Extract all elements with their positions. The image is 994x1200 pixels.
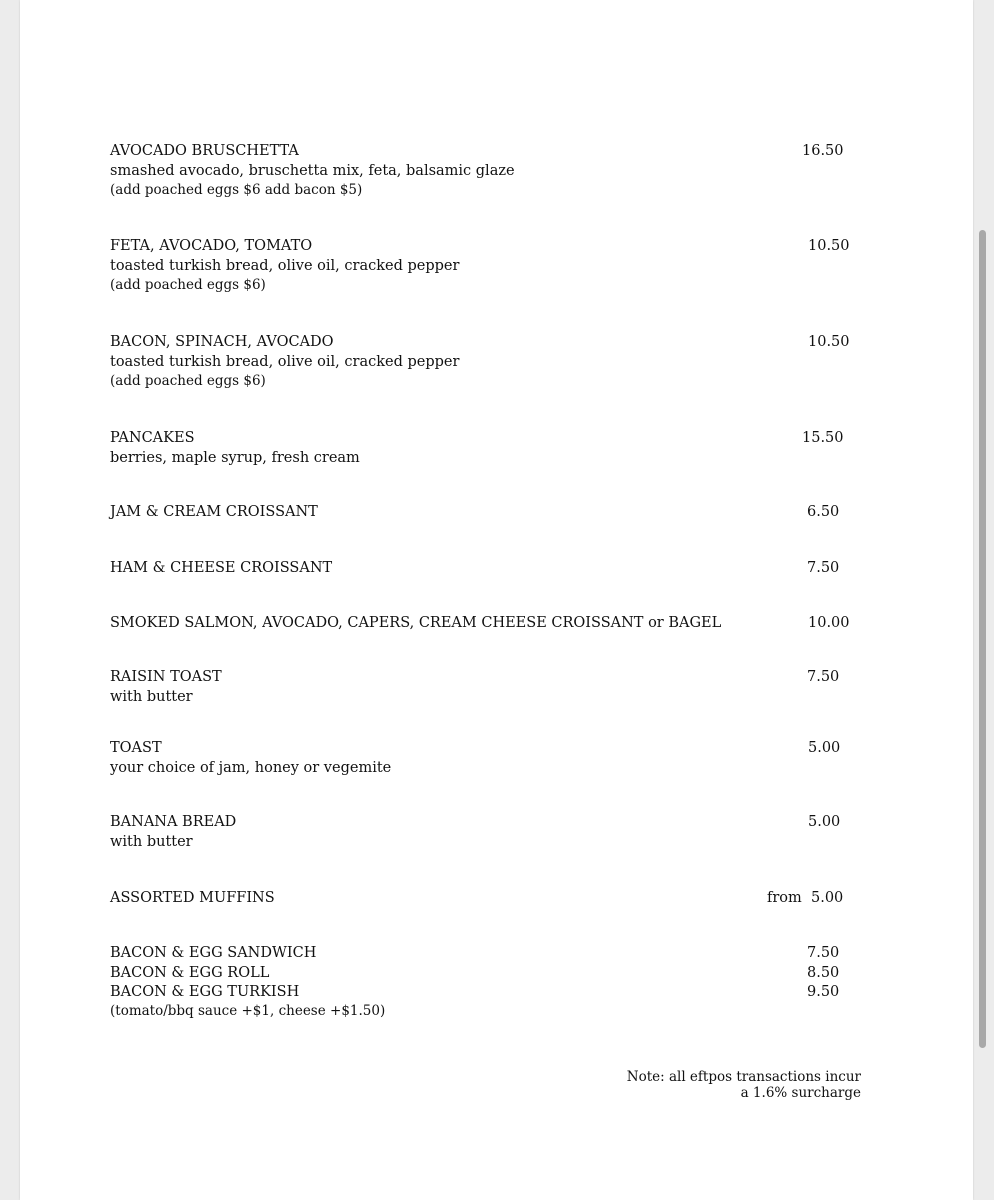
item-name: TOAST bbox=[110, 740, 162, 756]
item-price: 8.50 bbox=[807, 964, 840, 981]
item-name: BACON & EGG TURKISH bbox=[110, 984, 300, 1000]
item-description: toasted turkish bread, olive oil, cracked pepper bbox=[110, 257, 460, 274]
item-name: HAM & CHEESE CROISSANT bbox=[110, 560, 333, 576]
item-price: 5.00 bbox=[808, 740, 841, 756]
item-name: BACON & EGG ROLL bbox=[110, 964, 270, 981]
item-extra: (add poached eggs $6) bbox=[110, 373, 266, 389]
item-name: BACON & EGG SANDWICH bbox=[110, 945, 317, 961]
item-price: 10.50 bbox=[808, 334, 850, 350]
item-price: 10.00 bbox=[808, 615, 850, 631]
menu-item-assorted-muffins bbox=[110, 889, 870, 909]
menu-item-ham-cheese-croissant bbox=[110, 559, 870, 579]
menu-item-bacon-spinach-avocado bbox=[110, 333, 870, 392]
item-price: 7.50 bbox=[807, 945, 840, 961]
item-extra: (add poached eggs $6) bbox=[110, 277, 266, 293]
item-price: 9.50 bbox=[807, 984, 840, 1000]
item-description: your choice of jam, honey or vegemite bbox=[110, 759, 392, 776]
note-line: a 1.6% surcharge bbox=[740, 1085, 861, 1101]
menu-item-jam-cream-croissant bbox=[110, 503, 870, 523]
menu-item-raisin-toast bbox=[110, 668, 870, 707]
item-name: SMOKED SALMON, AVOCADO, CAPERS, CREAM CHEESE CROISSANT or BAGEL bbox=[110, 615, 722, 631]
menu-item-pancakes bbox=[110, 429, 870, 468]
menu-item-smoked-salmon bbox=[110, 614, 870, 634]
menu-item-bacon-egg-group bbox=[110, 944, 870, 1020]
item-name: BANANA BREAD bbox=[110, 814, 237, 830]
item-price: 10.50 bbox=[808, 238, 850, 254]
item-price: 15.50 bbox=[802, 430, 844, 446]
item-name: RAISIN TOAST bbox=[110, 669, 222, 685]
item-price: 16.50 bbox=[802, 143, 844, 159]
item-price: 5.00 bbox=[808, 814, 841, 830]
item-name: FETA, AVOCADO, TOMATO bbox=[110, 238, 313, 254]
surcharge-note bbox=[627, 1069, 861, 1101]
item-extra: (tomato/bbq sauce +$1, cheese +$1.50) bbox=[110, 1002, 386, 1019]
item-name: ASSORTED MUFFINS bbox=[110, 890, 275, 906]
bacon-egg-prices bbox=[807, 944, 839, 1003]
item-description: smashed avocado, bruschetta mix, feta, balsamic glaze bbox=[110, 162, 515, 179]
item-name: PANCAKES bbox=[110, 430, 195, 446]
item-price: 7.50 bbox=[807, 669, 840, 685]
item-description: toasted turkish bread, olive oil, cracked pepper bbox=[110, 353, 460, 370]
menu-item-feta-avocado-tomato bbox=[110, 237, 870, 296]
item-price: from 5.00 bbox=[767, 890, 844, 906]
item-price: 6.50 bbox=[807, 504, 840, 520]
item-extra: (add poached eggs $6 add bacon $5) bbox=[110, 182, 363, 198]
menu-item-toast bbox=[110, 739, 870, 778]
item-description: with butter bbox=[110, 688, 193, 705]
note-line: Note: all eftpos transactions incur bbox=[626, 1069, 861, 1085]
item-name: BACON, SPINACH, AVOCADO bbox=[110, 334, 334, 350]
item-price: 7.50 bbox=[807, 560, 840, 576]
item-name: AVOCADO BRUSCHETTA bbox=[110, 143, 299, 159]
item-name: JAM & CREAM CROISSANT bbox=[110, 504, 318, 520]
item-description: with butter bbox=[110, 833, 193, 850]
vertical-scrollbar[interactable] bbox=[979, 230, 986, 1048]
menu-item-avocado-bruschetta bbox=[110, 142, 870, 201]
menu-item-banana-bread bbox=[110, 813, 870, 852]
item-description: berries, maple syrup, fresh cream bbox=[110, 449, 360, 466]
